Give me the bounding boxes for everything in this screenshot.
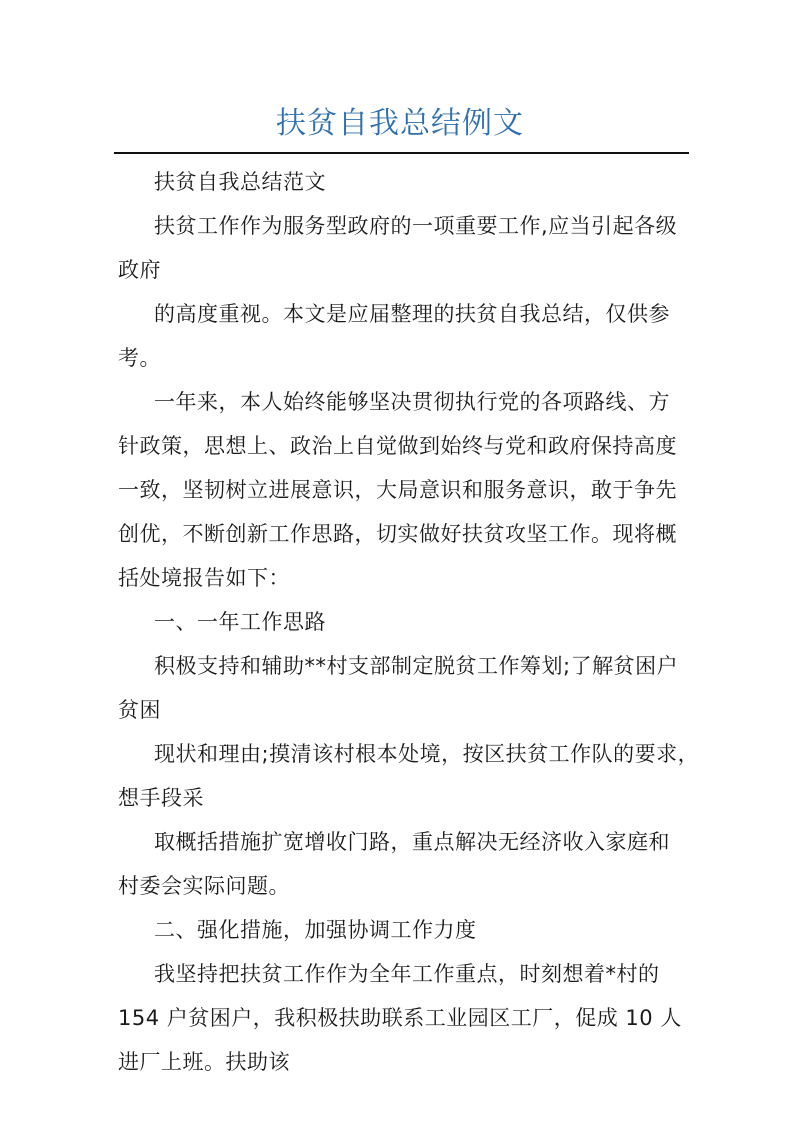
body-line: 村委会实际问题。 [118, 874, 290, 898]
title-underline [114, 152, 689, 154]
body-line: 的高度重视。本文是应届整理的扶贫自我总结，仅供参 [154, 302, 670, 326]
body-line: 一致，坚韧树立进展意识，大局意识和服务意识，敢于争先 [118, 478, 677, 502]
body-line: 考。 [118, 346, 161, 370]
body-line: 括处境报告如下： [118, 566, 290, 590]
body-line: 扶贫自我总结范文 [154, 170, 326, 194]
body-line: 积极支持和辅助**村支部制定脱贫工作筹划;了解贫困户 [154, 654, 679, 678]
body-line: 取概括措施扩宽增收门路，重点解决无经济收入家庭和 [154, 830, 670, 854]
body-line: 进厂上班。扶助该 [118, 1050, 290, 1074]
body-line: 一、一年工作思路 [154, 610, 326, 634]
body-line: 我坚持把扶贫工作作为全年工作重点，时刻想着*村的 [154, 962, 660, 986]
body-line: 想手段采 [118, 786, 204, 810]
body-line: 针政策，思想上、政治上自觉做到始终与党和政府保持高度 [118, 434, 677, 458]
body-line: 一年来，本人始终能够坚决贯彻执行党的各项路线、方 [154, 390, 670, 414]
body-line: 现状和理由;摸清该村根本处境，按区扶贫工作队的要求， [154, 742, 700, 766]
document-body [118, 160, 700, 1084]
body-line: 创优，不断创新工作思路，切实做好扶贫攻坚工作。现将概 [118, 522, 677, 546]
body-line: 政府 [118, 258, 161, 282]
body-line: 二、强化措施，加强协调工作力度 [154, 918, 477, 942]
body-line: 贫困 [118, 698, 161, 722]
document-title: 扶贫自我总结例文 [276, 106, 524, 141]
body-line: 扶贫工作作为服务型政府的一项重要工作,应当引起各级 [154, 214, 678, 238]
body-line: 154 户贫困户，我积极扶助联系工业园区工厂，促成 10 人 [118, 1006, 682, 1030]
